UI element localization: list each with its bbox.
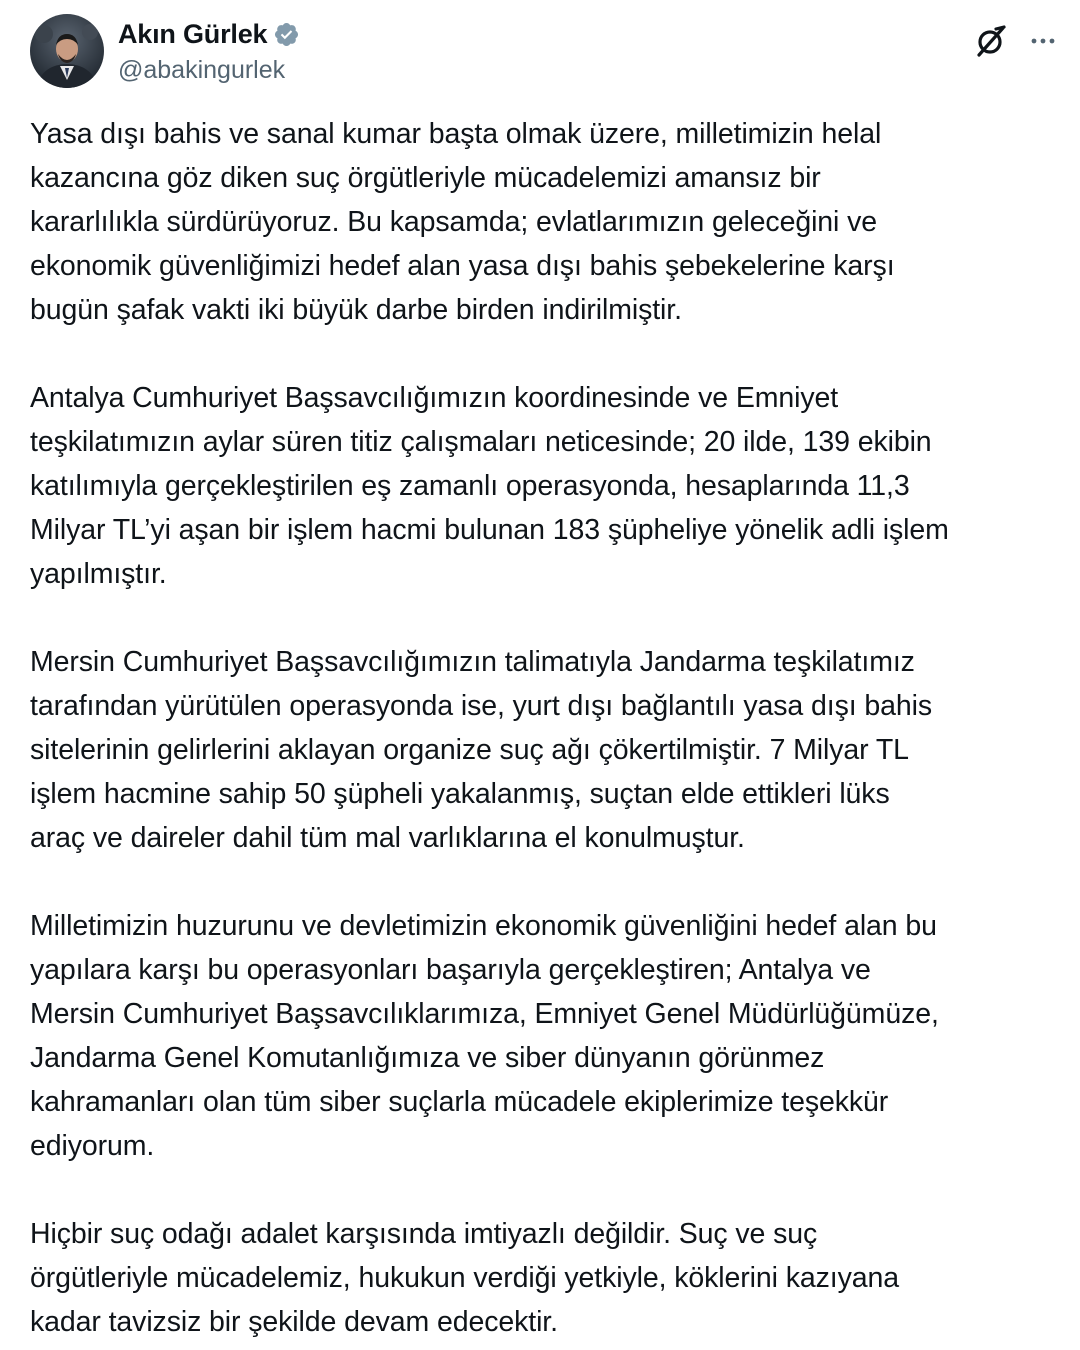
tweet-paragraph: Milletimizin huzurunu ve devletimizin ekonomik güvenliğini hedef alan bu yapılara karşı bu operasyonları başarıyla gerçekleştiren; Antalya ve Mersin Cumhuriyet Başsavcılıklarımıza, Emniyet Genel Müdürlüğümüze, Jandarma Genel Komutanlığımıza ve siber dünyanın görünmez kahramanları olan tüm siber suçlarla mücadele ekiplerimize teşekkür ediyorum. [30,910,939,1162]
tweet-paragraph: Hiçbir suç odağı adalet karşısında imtiyazlı değildir. Suç ve suç örgütleriyle mücadelemiz, hukukun verdiği yetkiyle, köklerini kazıyana kadar tavizsiz bir şekilde devam edecektir. [30,1218,899,1338]
more-options-icon[interactable] [1026,24,1060,58]
tweet-paragraph: Yasa dışı bahis ve sanal kumar başta olmak üzere, milletimizin helal kazancına göz diken suç örgütleriyle mücadelemizi amansız bir kararlılıkla sürdürüyoruz. Bu kapsamda; evlatlarımızın geleceğini ve ekonomik güvenliğimizi hedef alan yasa dışı bahis şebekelerine karşı bugün şafak vakti iki büyük darbe birden indirilmiştir. [30,118,895,326]
tweet-header [30,12,1060,92]
tweet-paragraph: Antalya Cumhuriyet Başsavcılığımızın koordinesinde ve Emniyet teşkilatımızın aylar süren titiz çalışmaları neticesinde; 20 ilde, 139 ekibin katılımıyla gerçekleştirilen eş zamanlı operasyonda, hesaplarında 11,3 Milyar TL’yi aşan bir işlem hacmi bulunan 183 şüpheliye yönelik adli işlem yapılmıştır. [30,382,949,590]
avatar[interactable] [30,14,104,88]
tweet-paragraph: Mersin Cumhuriyet Başsavcılığımızın talimatıyla Jandarma teşkilatımız tarafından yürütülen operasyonda ise, yurt dışı bağlantılı yasa dışı bahis sitelerinin gelirlerini aklayan organize suç ağı çökertilmiştir. 7 Milyar TL işlem hacmine sahip 50 şüpheli yakalanmış, suçtan elde ettikleri lüks araç ve daireler dahil tüm mal varlıklarına el konulmuştur. [30,646,932,854]
grok-icon[interactable] [974,24,1008,58]
name-row [118,16,300,52]
display-name[interactable]: Akın Gürlek [118,18,268,49]
author-info [118,16,300,85]
verified-badge-icon [273,21,300,48]
tweet-text [30,112,1065,1344]
handle[interactable]: @abakingurlek [118,56,286,84]
profile-photo-icon [30,14,104,88]
